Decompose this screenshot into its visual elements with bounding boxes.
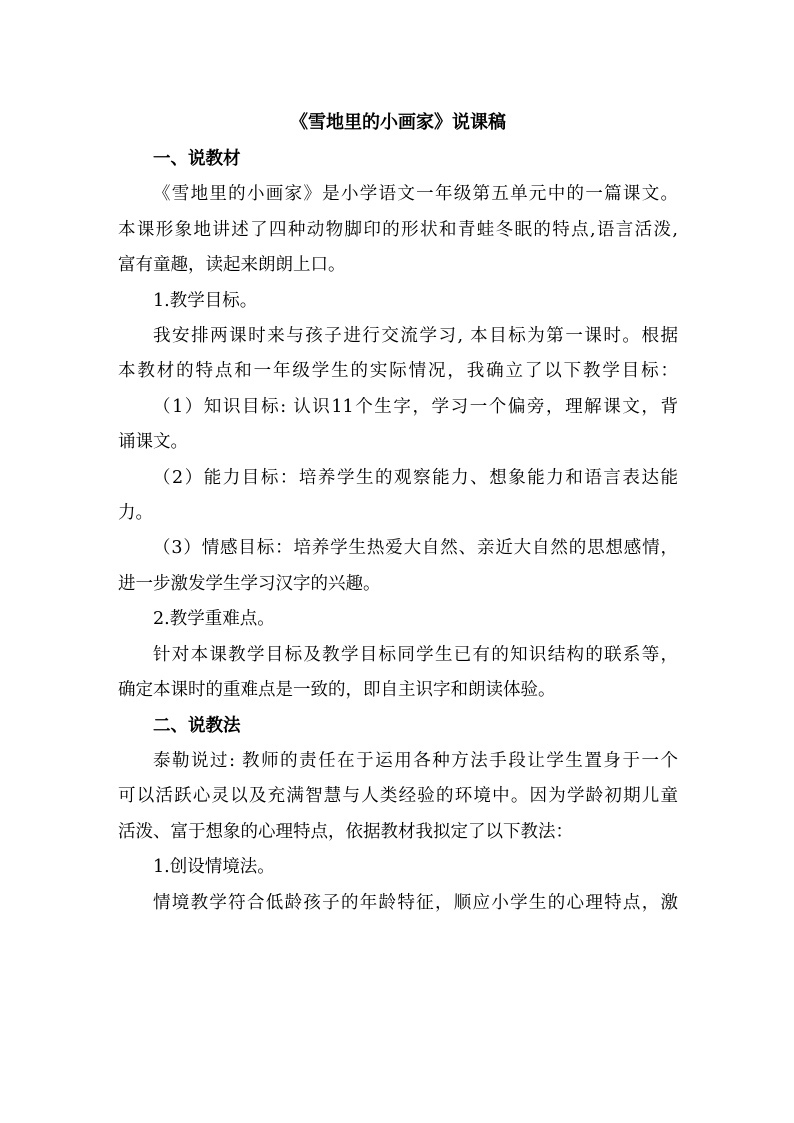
text-line: 本课形象地讲述了四种动物脚印的形状和青蛙冬眠的特点,语言活泼,	[118, 219, 678, 240]
document-body	[118, 104, 678, 921]
text-line: 针对本课教学目标及教学目标同学生已有的知识结构的联系等，	[153, 644, 678, 665]
text-line: （3）情感目标：培养学生热爱大自然、亲近大自然的思想感情，	[153, 538, 678, 559]
text-line: 本教材的特点和一年级学生的实际情况，我确立了以下教学目标：	[118, 361, 678, 382]
text-line: 我安排两课时来与孩子进行交流学习, 本目标为第一课时。根据	[153, 326, 678, 347]
text-line: 1.创设情境法。	[153, 857, 275, 878]
section-heading: 一、说教材	[153, 149, 241, 169]
text-line: 富有童趣，读起来朗朗上口。	[118, 255, 346, 276]
text-line: 活泼、富于想象的心理特点，依据教材我拟定了以下教法：	[118, 821, 573, 842]
text-line: 进一步激发学生学习汉字的兴趣。	[118, 573, 381, 594]
document-title: 《雪地里的小画家》说课稿	[290, 112, 506, 133]
document-text	[118, 142, 678, 921]
text-line: 《雪地里的小画家》是小学语文一年级第五单元中的一篇课文。	[153, 184, 678, 205]
text-line: 2.教学重难点。	[153, 609, 275, 630]
text-line: 泰勒说过: 教师的责任在于运用各种方法手段让学生置身于一个	[153, 750, 678, 771]
text-line: 情境教学符合低龄孩子的年龄特征，顺应小学生的心理特点，激	[153, 892, 678, 913]
text-line: 诵课文。	[118, 432, 188, 453]
text-line: （2）能力目标：培养学生的观察能力、想象能力和语言表达能	[153, 467, 678, 488]
text-line: 力。	[118, 503, 153, 524]
section-heading: 二、说教法	[153, 715, 241, 736]
text-line: 1.教学目标。	[153, 290, 258, 311]
text-line: 可以活跃心灵以及充满智慧与人类经验的环境中。因为学龄初期儿童	[118, 786, 678, 807]
text-line: （1）知识目标: 认识11个生字，学习一个偏旁，理解课文，背	[153, 396, 678, 417]
text-line: 确定本课时的重难点是一致的，即自主识字和朗读体验。	[118, 680, 556, 701]
